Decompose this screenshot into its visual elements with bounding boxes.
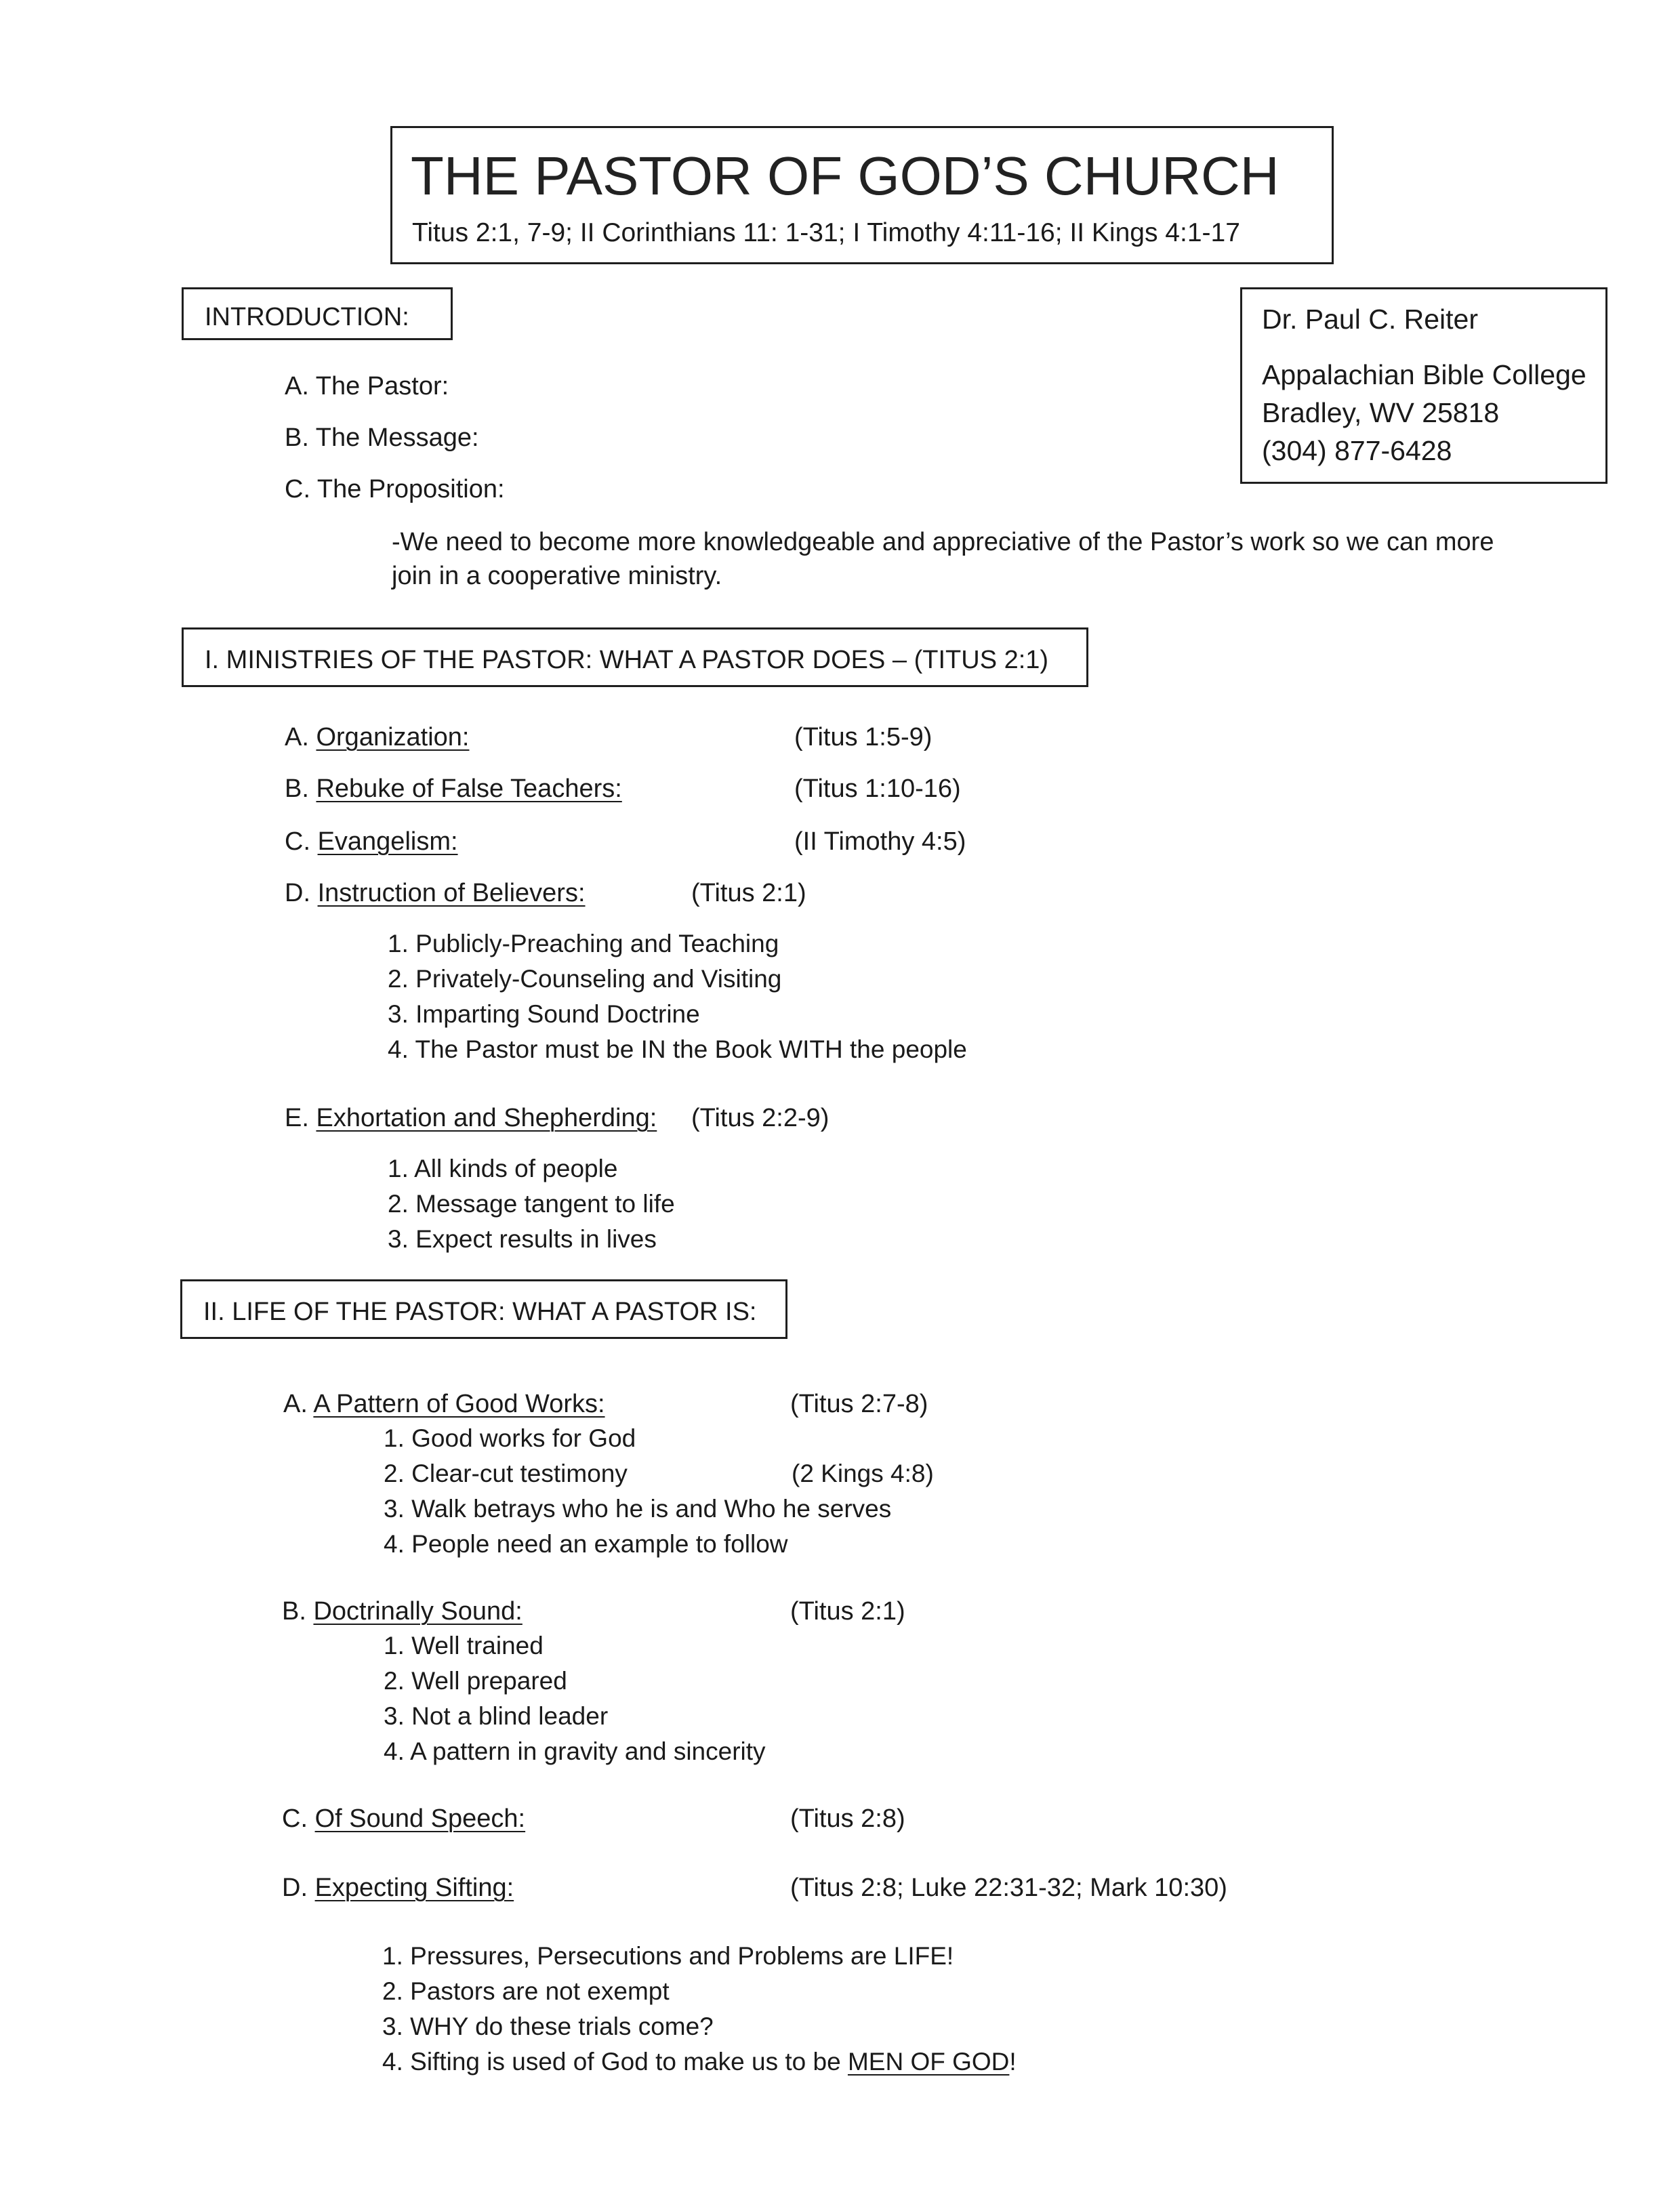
section2-item-a (283, 1388, 605, 1420)
item-title: Rebuke of False Teachers: (316, 775, 622, 803)
section1-e-sub-1: 1. All kinds of people (388, 1155, 618, 1182)
author-name: Dr. Paul C. Reiter (1262, 304, 1478, 335)
section2-a-sub-1: 1. Good works for God (384, 1424, 636, 1452)
section1-item-e (285, 1102, 657, 1134)
section2-b-sub-3: 3. Not a blind leader (384, 1702, 609, 1730)
section1-item-d-ref: (Titus 2:1) (691, 879, 806, 907)
item-prefix: C. (285, 827, 318, 856)
section2-d-sub-1: 1. Pressures, Persecutions and Problems are LIFE! (382, 1942, 954, 1970)
section1-item-b-ref: (Titus 1:10-16) (794, 775, 961, 803)
section1-item-a (285, 721, 469, 754)
item-title: Exhortation and Shepherding: (316, 1104, 657, 1132)
item-title: Evangelism: (317, 827, 458, 856)
section2-item-c-ref: (Titus 2:8) (790, 1804, 905, 1833)
section1-item-e-ref: (Titus 2:2-9) (691, 1104, 829, 1132)
section1-e-sub-3: 3. Expect results in lives (388, 1225, 657, 1253)
sub-suffix: ! (1009, 2048, 1017, 2076)
introduction-heading: INTRODUCTION: (205, 303, 409, 331)
section1-d-sub-3: 3. Imparting Sound Doctrine (388, 1000, 700, 1028)
section2-heading: II. LIFE OF THE PASTOR: WHAT A PASTOR IS: (203, 1298, 757, 1326)
section2-b-sub-2: 2. Well prepared (384, 1667, 567, 1695)
section2-item-b (282, 1595, 523, 1628)
section1-item-c-ref: (II Timothy 4:5) (794, 827, 966, 856)
page-title: THE PASTOR OF GOD’S CHURCH (411, 146, 1279, 206)
section2-a-sub-2: 2. Clear-cut testimony (384, 1460, 628, 1487)
section1-item-a-ref: (Titus 1:5-9) (794, 723, 933, 751)
item-title: Of Sound Speech: (314, 1804, 526, 1833)
item-title: Doctrinally Sound: (313, 1597, 523, 1626)
item-prefix: D. (282, 1874, 315, 1902)
section1-item-d (285, 877, 586, 909)
intro-item-pastor: A. The Pastor: (285, 372, 449, 400)
intro-item-proposition: C. The Proposition: (285, 475, 505, 503)
section2-item-b-ref: (Titus 2:1) (790, 1597, 905, 1626)
section1-d-sub-1: 1. Publicly-Preaching and Teaching (388, 930, 779, 957)
section2-item-c (282, 1802, 525, 1835)
men-of-god-emphasis: MEN OF GOD (847, 2048, 1010, 2076)
section2-d-sub-2: 2. Pastors are not exempt (382, 1977, 670, 2005)
item-prefix: C. (282, 1804, 315, 1833)
section2-b-sub-4: 4. A pattern in gravity and sincerity (384, 1737, 766, 1765)
section2-a-sub-2-ref: (2 Kings 4:8) (792, 1460, 934, 1487)
section1-d-sub-4: 4. The Pastor must be IN the Book WITH the people (388, 1035, 967, 1063)
item-prefix: D. (285, 879, 318, 907)
item-title: Expecting Sifting: (314, 1874, 514, 1902)
item-prefix: B. (282, 1597, 314, 1626)
author-institution: Appalachian Bible College (1262, 359, 1586, 390)
item-title: A Pattern of Good Works: (313, 1390, 605, 1418)
scripture-references: Titus 2:1, 7-9; II Corinthians 11: 1-31; I Timothy 4:11-16; II Kings 4:1-17 (412, 218, 1240, 247)
section1-d-sub-2: 2. Privately-Counseling and Visiting (388, 965, 782, 993)
section1-item-c (285, 825, 458, 858)
proposition-text-line1: -We need to become more knowledgeable and appreciative of the Pastor’s work so we can more (392, 528, 1494, 556)
item-prefix: E. (285, 1104, 316, 1132)
sub-text: 4. Sifting is used of God to make us to be (382, 2048, 848, 2076)
section1-heading: I. MINISTRIES OF THE PASTOR: WHAT A PASTOR DOES – (TITUS 2:1) (205, 646, 1049, 674)
item-prefix: A. (283, 1390, 314, 1418)
item-prefix: A. (285, 723, 316, 751)
item-prefix: B. (285, 775, 316, 803)
section2-a-sub-4: 4. People need an example to follow (384, 1530, 788, 1558)
section2-b-sub-1: 1. Well trained (384, 1632, 544, 1659)
section2-item-d (282, 1872, 514, 1904)
item-title: Organization: (316, 723, 470, 751)
proposition-text-line2: join in a cooperative ministry. (392, 562, 722, 590)
section2-item-d-ref: (Titus 2:8; Luke 22:31-32; Mark 10:30) (790, 1874, 1227, 1902)
section2-d-sub-4 (382, 2046, 1017, 2078)
intro-item-message: B. The Message: (285, 424, 479, 452)
item-title: Instruction of Believers: (317, 879, 586, 907)
section1-e-sub-2: 2. Message tangent to life (388, 1190, 675, 1218)
section1-item-b (285, 772, 622, 805)
author-address: Bradley, WV 25818 (1262, 397, 1500, 428)
section2-d-sub-3: 3. WHY do these trials come? (382, 2012, 714, 2040)
section2-item-a-ref: (Titus 2:7-8) (790, 1390, 928, 1418)
author-phone: (304) 877-6428 (1262, 435, 1452, 466)
section2-a-sub-3: 3. Walk betrays who he is and Who he serves (384, 1495, 892, 1523)
